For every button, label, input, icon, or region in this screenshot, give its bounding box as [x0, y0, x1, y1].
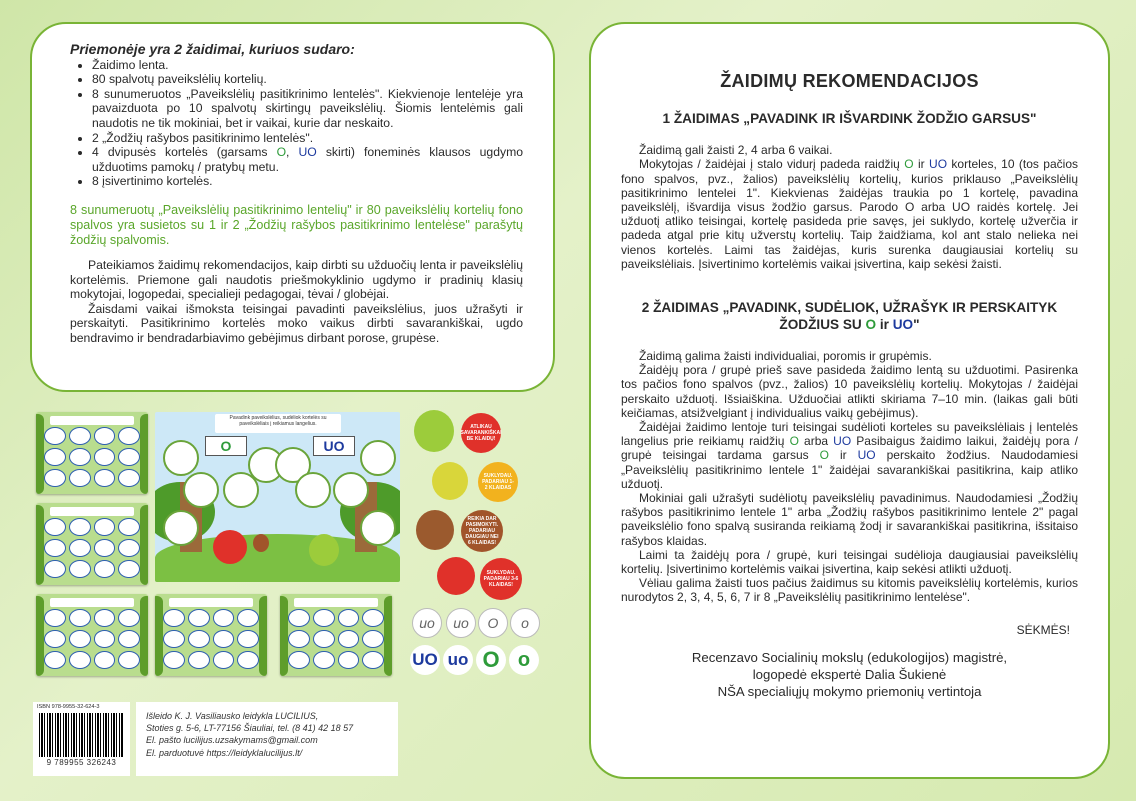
- apple-character-icon: [253, 534, 269, 552]
- yellow-apple-icon: [432, 462, 468, 500]
- list-item: • 8 sunumeruotos „Paveikslėlių pasitikrinimo lentelės". Kiekvienoje lentelėje yra pavaizduota po 10 spalvotų skirtingų paveikslėlių. Šiomis lentelėmis gali naudotis ne tik mokiniai, bet ir vaikai, kurie dar neskaito.: [92, 87, 523, 131]
- recommendations-panel: [589, 22, 1110, 779]
- board-instruction: Pavadink paveikslėlius, sudėliok kortelės su paveikslėliais į reikiamus langelius.: [215, 414, 341, 433]
- picture-card: [36, 503, 148, 585]
- letter-o: O: [789, 434, 799, 449]
- text: arba: [798, 434, 834, 449]
- letter-o: O: [904, 157, 914, 172]
- game1-body: [621, 143, 1078, 271]
- green-apple-icon: [414, 410, 454, 452]
- letter-card-o: O: [476, 645, 506, 675]
- game-board-image: [155, 412, 400, 582]
- apple-character-icon: [309, 534, 339, 566]
- letter-card-handwritten: o: [510, 608, 540, 638]
- list-item: • 80 spalvotų paveikslėlių kortelių.: [92, 72, 523, 87]
- letter-uo: UO: [833, 434, 852, 449]
- letter-uo: UO: [298, 145, 317, 160]
- text: ir: [876, 317, 893, 333]
- reviewer-line: logopedė ekspertė Dalia Šukienė: [752, 666, 947, 682]
- reviewer-block: [621, 649, 1078, 700]
- list-item-text: 4 dvipusės kortelės (garsams: [92, 145, 277, 160]
- paragraph: Žaisdami vaikai išmoksta teisingai pavadinti paveikslėlius, juos užrašyti ir perskaityti. Pasitikrinimo kortelės moko vaikus dirbti savarankiškai, ugdo bendravimo ir bendradarbiavimo gebėjimus dirbant porose, grupėse.: [70, 301, 523, 345]
- text: perskaito žodžius. Naudodamiesi „Paveikslėlių pasitikrinimo lentele 1" žaidėjai savarankiškai pasitikrina, kaip atliko užduotį.: [621, 448, 1078, 491]
- text: ": [913, 317, 920, 333]
- picture-card: [155, 594, 267, 676]
- component-list: [70, 58, 523, 189]
- self-assessment-badge: ATLIKAU SAVARANKIŠKAI BE KLAIDŲ!: [461, 413, 501, 453]
- paragraph: Mokiniai gali užrašyti sudėliotų paveikslėlių pavadinimus. Naudodamiesi „Žodžių rašybos pasitikrinimo lentele 1" arba „Žodžių rašybos pasitikrinimo lentele 2" pagal paveikslėlio fono spalvą susiranda reikiamą žodį ir savarankiškai pasitikrina, išsitaiso rašybos klaidas.: [621, 491, 1078, 548]
- paragraph: Pateikiamos žaidimų rekomendacijos, kaip dirbti su užduočių lenta ir paveikslėlių kortelėmis. Priemone gali naudotis priešmokyklinio ugdymo ir pradinių klasių mokytojai, logopedai, specialieji pedagogai, tėvai / globėjai.: [70, 257, 523, 302]
- game1-title: 1 ŽAIDIMAS „PAVADINK IR IŠVARDINK ŽODŽIO GARSUS": [662, 111, 1037, 127]
- game2-body: [621, 349, 1078, 605]
- text: Žaidėjai žaidimo lentoje turi teisingai sudėlioti korteles su paveikslėliais į lentelės langelius prie reikiamų raidžių: [621, 420, 1078, 449]
- letter-card-o-lower: o: [509, 645, 539, 675]
- brown-apple-icon: [416, 510, 454, 550]
- paragraph: Žaidimą gali žaisti 2, 4 arba 6 vaikai.: [639, 143, 833, 158]
- page-title: ŽAIDIMŲ REKOMENDACIJOS: [720, 71, 979, 91]
- letter-card-uo-lower: uo: [443, 645, 473, 675]
- list-item-text: ,: [286, 145, 299, 160]
- paragraph: [621, 157, 1078, 271]
- text: ir: [829, 448, 858, 463]
- letter-card-handwritten: uo: [446, 608, 476, 638]
- publisher-line: Stoties g. 5-6, LT-77156 Šiauliai, tel. (8 41) 42 18 57: [146, 723, 354, 734]
- paragraph: [621, 420, 1078, 491]
- good-luck: SĖKMĖS!: [1016, 622, 1070, 637]
- intro-panel: [30, 22, 555, 392]
- self-assessment-badge: REIKIA DAR PASIMOKYTI. PADARIAU DAUGIAU NEI 6 KLAIDAS!: [461, 510, 503, 552]
- publisher-email: El. pašto lucilijus.uzsakymams@gmail.com: [146, 735, 318, 746]
- publisher-info: [136, 702, 398, 776]
- letter-uo: UO: [892, 317, 914, 333]
- text: 2 ŽAIDIMAS „PAVADINK, SUDĖLIOK, UŽRAŠYK IR PERSKAITYK ŽODŽIUS SU: [641, 300, 1058, 333]
- letter-card-handwritten: uo: [412, 608, 442, 638]
- list-item: • 2 „Žodžių rašybos pasitikrinimo lentelės".: [92, 131, 523, 146]
- text: Mokytojas / žaidėjai į stalo vidurį padeda raidžių: [639, 157, 905, 172]
- text: ir: [913, 157, 930, 172]
- list-item: • 8 įsivertinimo kortelės.: [92, 174, 523, 189]
- game2-title: [621, 299, 1078, 333]
- self-assessment-badge: SUKLYDAU. PADARIAU 1-2 KLAIDAS: [478, 462, 518, 502]
- paragraph: Žaidimą galima žaisti individualiai, poromis ir grupėmis.: [639, 349, 932, 364]
- picture-card: [280, 594, 392, 676]
- isbn-barcode: [33, 702, 130, 776]
- text: korteles, 10 (tos pačios fono spalvos, pvz., žalios) paveikslėlių kortelių, kurios priklauso „Paveikslėlių pasitikrinimo lentelei 1". Kiekvienas žaidėjas traukia po 1 kortelę, pavadina paveikslėlį, išvardija visus žodžio garsus. Parodo O arba UO raidės kortelę. Jei užduotį atliko teisingai, kortelę pasideda prie savęs, jei suklydo, kortelę užverčia ir padeda atgal prie kitų užverstų kortelių. Taip žaidžiama, kol ant stalo nelieka nei vienos kortelės. Laimi tas žaidėjas, kuris surenka daugiausiai kortelių su paveikslėliais. Įsivertinimo kortelėmis vaikai įsivertina, kaip sekėsi žaisti.: [621, 157, 1078, 271]
- list-item: [92, 145, 523, 174]
- isbn-number: 9 789955 326243: [46, 758, 117, 767]
- list-item-text: skirti) foneminės klausos ugdymo užduotims pamokų / pratybų metu.: [92, 145, 524, 174]
- letter-card-uo: UO: [410, 645, 440, 675]
- barcode-icon: [39, 713, 124, 757]
- letter-o: O: [276, 145, 287, 160]
- paragraph: Žaidėjų pora / grupė prieš save pasideda žaidimo lentą su užduotimi. Pasirenka tos pačios fono spalvos (pvz., žalios) 10 paveikslėlių kortelių. Mokytojas / žaidėjai perskaito užduotį. Išsiaiškina. Užduočiai atlikti skiriama 7–10 min. (laikas gali būti keičiamas, atsižvelgiant į individualius vaikų gebėjimus).: [621, 363, 1078, 420]
- letter-uo: UO: [929, 157, 948, 172]
- apple-character-icon: [213, 530, 247, 564]
- letter-card-handwritten: O: [478, 608, 508, 638]
- isbn-label: ISBN 978-9955-32-624-3: [37, 704, 100, 710]
- letter-uo: UO: [857, 448, 876, 463]
- paragraph: Laimi ta žaidėjų pora / grupė, kuri teisingai sudėlioja daugiausiai paveikslėlių kortelių. Įsivertinimo kortelėmis vaikai įsivertina, kaip sekėsi atlikti užduotį.: [621, 547, 1078, 577]
- picture-card: [36, 594, 148, 676]
- publisher-line: Išleido K. J. Vasiliausko leidykla LUCILIUS,: [146, 711, 319, 721]
- color-note: 8 sunumeruotų „Paveikslėlių pasitikrinimo lentelių" ir 80 paveikslėlių kortelių fono spalvos yra susietos su 1 ir 2 „Žodžių rašybos pasitikrinimo lentelėse" parašytų žodžių spalvomis.: [70, 202, 523, 247]
- board-label-uo: UO: [313, 436, 355, 456]
- letter-o: O: [865, 317, 877, 333]
- reviewer-line: NŠA specialiųjų mokymo priemonių vertintoja: [717, 683, 982, 699]
- publisher-url: El. parduotuvė https://leidyklalucilijus.lt/: [146, 747, 303, 758]
- reviewer-line: Recenzavo Socialinių mokslų (edukologijos) magistrė,: [691, 649, 1008, 665]
- intro-title: Priemonėje yra 2 žaidimai, kuriuos sudaro:: [70, 41, 355, 57]
- list-item: • Žaidimo lenta.: [92, 58, 523, 73]
- picture-card: [36, 412, 148, 494]
- self-assessment-badge: SUKLYDAU. PADARIAU 3-6 KLAIDAS!: [480, 558, 522, 600]
- text: Pasibaigus žaidimo laikui, žaidėjų pora / grupė teisingai tardama garsus: [621, 434, 1078, 463]
- red-apple-icon: [437, 557, 475, 595]
- paragraph: Vėliau galima žaisti tuos pačius žaidimus su kitomis paveikslėlių kortelėmis, kurios nurodytos 2, 3, 4, 5, 6, 7 ir 8 „Paveikslėlių pasitikrinimo lentelėse".: [621, 576, 1078, 605]
- letter-o: O: [819, 448, 830, 463]
- board-label-o: O: [205, 436, 247, 456]
